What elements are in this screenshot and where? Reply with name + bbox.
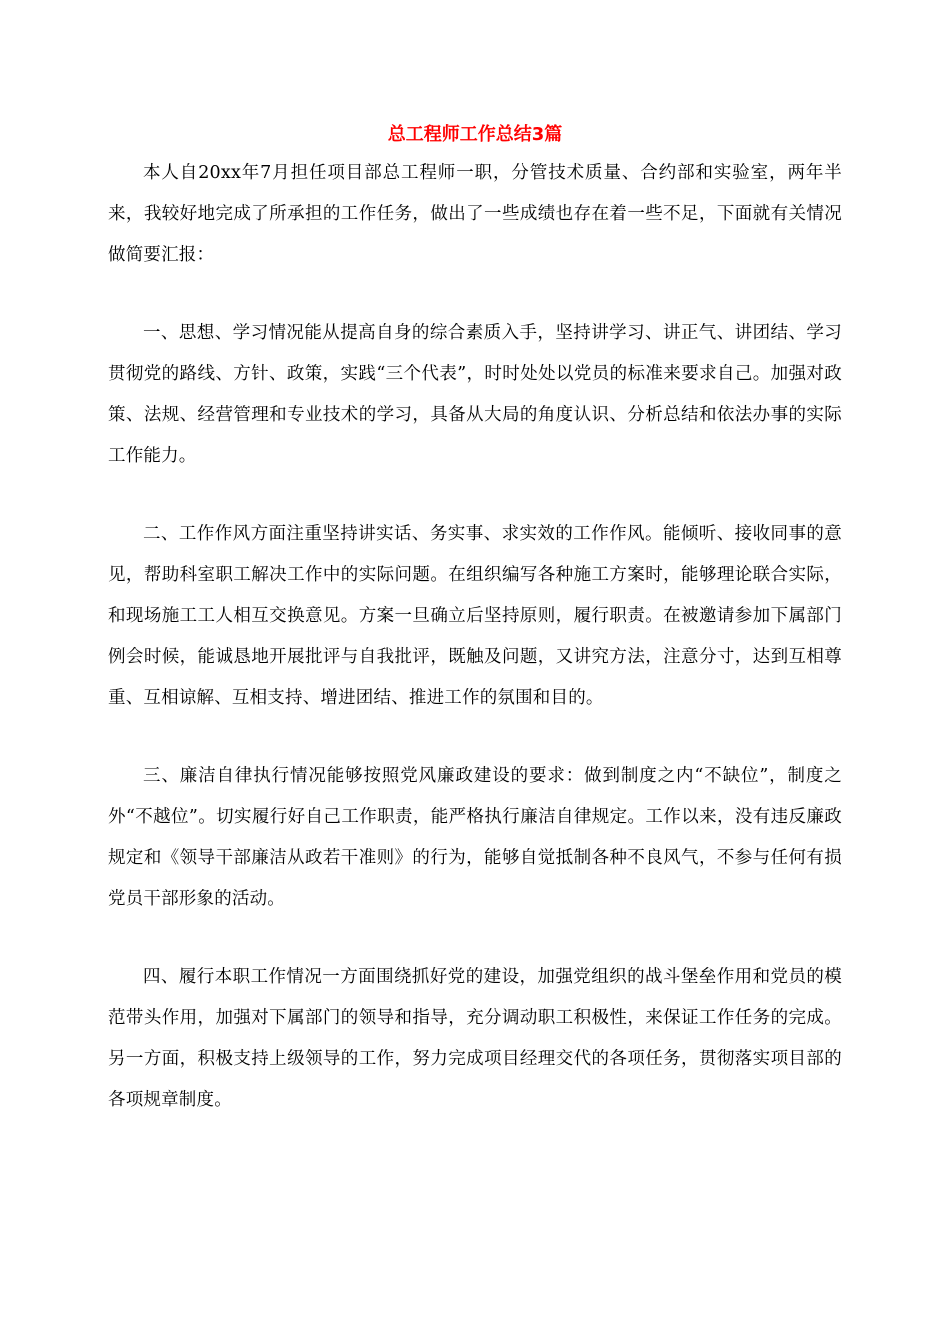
section-2-paragraph: 二、工作作风方面注重坚持讲实话、务实事、求实效的工作作风。能倾听、接收同事的意见，帮助科室职工解决工作中的实际问题。在组织编写各种施工方案时，能够理论联合实际，和现场施工工人相互交换意见。方案一旦确立后坚持原则，履行职责。在被邀请参加下属部门例会时候，能诚恳地开展批评与自我批评，既触及问题，又讲究方法，注意分寸，达到互相尊重、互相谅解、互相支持、增进团结、推进工作的氛围和目的。	[108, 524, 842, 708]
section-4-paragraph: 四、履行本职工作情况一方面围绕抓好党的建设，加强党组织的战斗堡垒作用和党员的模范带头作用，加强对下属部门的领导和指导，充分调动职工积极性，来保证工作任务的完成。另一方面，积极支持上级领导的工作，努力完成项目经理交代的各项任务，贯彻落实项目部的各项规章制度。	[108, 967, 842, 1110]
intro-paragraph: 本人自20xx年7月担任项目部总工程师一职，分管技术质量、合约部和实验室，两年半来，我较好地完成了所承担的工作任务，做出了一些成绩也存在着一些不足，下面就有关情况做简要汇报：	[108, 163, 842, 265]
section-1-paragraph: 一、思想、学习情况能从提高自身的综合素质入手，坚持讲学习、讲正气、讲团结、学习贯彻党的路线、方针、政策，实践“三个代表”，时时处处以党员的标准来要求自己。加强对政策、法规、经营管理和专业技术的学习，具备从大局的角度认识、分析总结和依法办事的实际工作能力。	[108, 323, 842, 466]
document-title: 总工程师工作总结3篇	[387, 124, 563, 145]
document-body	[108, 153, 842, 1158]
section-3-paragraph: 三、廉洁自律执行情况能够按照党风廉政建设的要求：做到制度之内“不缺位”，制度之外“不越位”。切实履行好自己工作职责，能严格执行廉洁自律规定。工作以来，没有违反廉政规定和《领导干部廉洁从政若干准则》的行为，能够自觉抵制各种不良风气，不参与任何有损党员干部形象的活动。	[108, 766, 842, 909]
